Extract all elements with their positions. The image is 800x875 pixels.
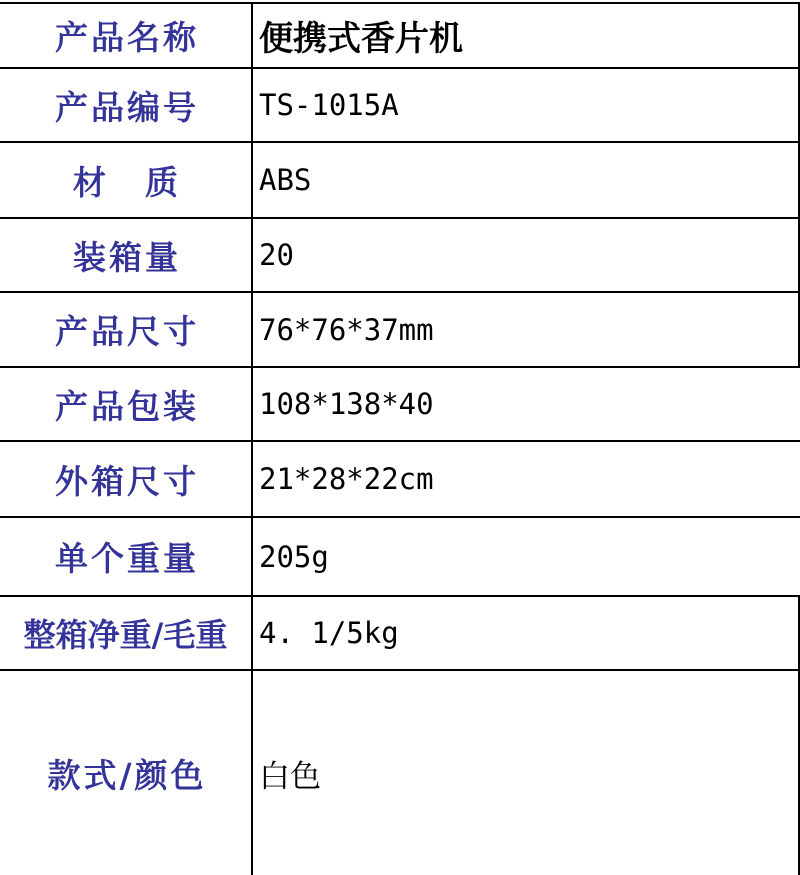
packing-quantity-value: 20: [259, 238, 294, 272]
product-name-label: 产品名称: [0, 4, 253, 67]
unit-weight-label: 单个重量: [0, 518, 253, 595]
product-spec-table: [0, 2, 800, 875]
product-name-value: 便携式香片机: [259, 19, 463, 59]
product-package-value: 108*138*40: [259, 387, 434, 421]
spec-row-product-name: [0, 4, 800, 69]
spec-row-product-size: [0, 293, 800, 368]
spec-row-product-package: [0, 368, 800, 442]
material-value: ABS: [259, 163, 312, 197]
unit-weight-value: 205g: [259, 539, 329, 574]
spec-row-product-code: [0, 69, 800, 143]
material-label: 材 质: [0, 143, 253, 217]
spec-row-carton-size: [0, 442, 800, 518]
spec-row-unit-weight: [0, 518, 800, 597]
product-size-value: 76*76*37mm: [259, 312, 434, 347]
spec-row-material: [0, 143, 800, 219]
product-code-value: TS-1015A: [259, 88, 399, 122]
product-size-label: 产品尺寸: [0, 293, 253, 366]
spec-row-style-color: [0, 671, 800, 875]
product-code-label: 产品编号: [0, 69, 253, 141]
carton-size-label: 外箱尺寸: [0, 442, 253, 516]
product-package-label: 产品包装: [0, 368, 253, 440]
style-color-value: 白色: [259, 758, 321, 795]
net-gross-weight-value: 4. 1/5kg: [259, 616, 399, 650]
spec-row-net-gross-weight: [0, 597, 800, 671]
packing-quantity-label: 装箱量: [0, 219, 253, 291]
net-gross-weight-label: 整箱净重/毛重: [0, 597, 253, 669]
spec-row-packing-quantity: [0, 219, 800, 293]
style-color-label: 款式/颜色: [0, 671, 253, 875]
carton-size-value: 21*28*22cm: [259, 462, 434, 496]
